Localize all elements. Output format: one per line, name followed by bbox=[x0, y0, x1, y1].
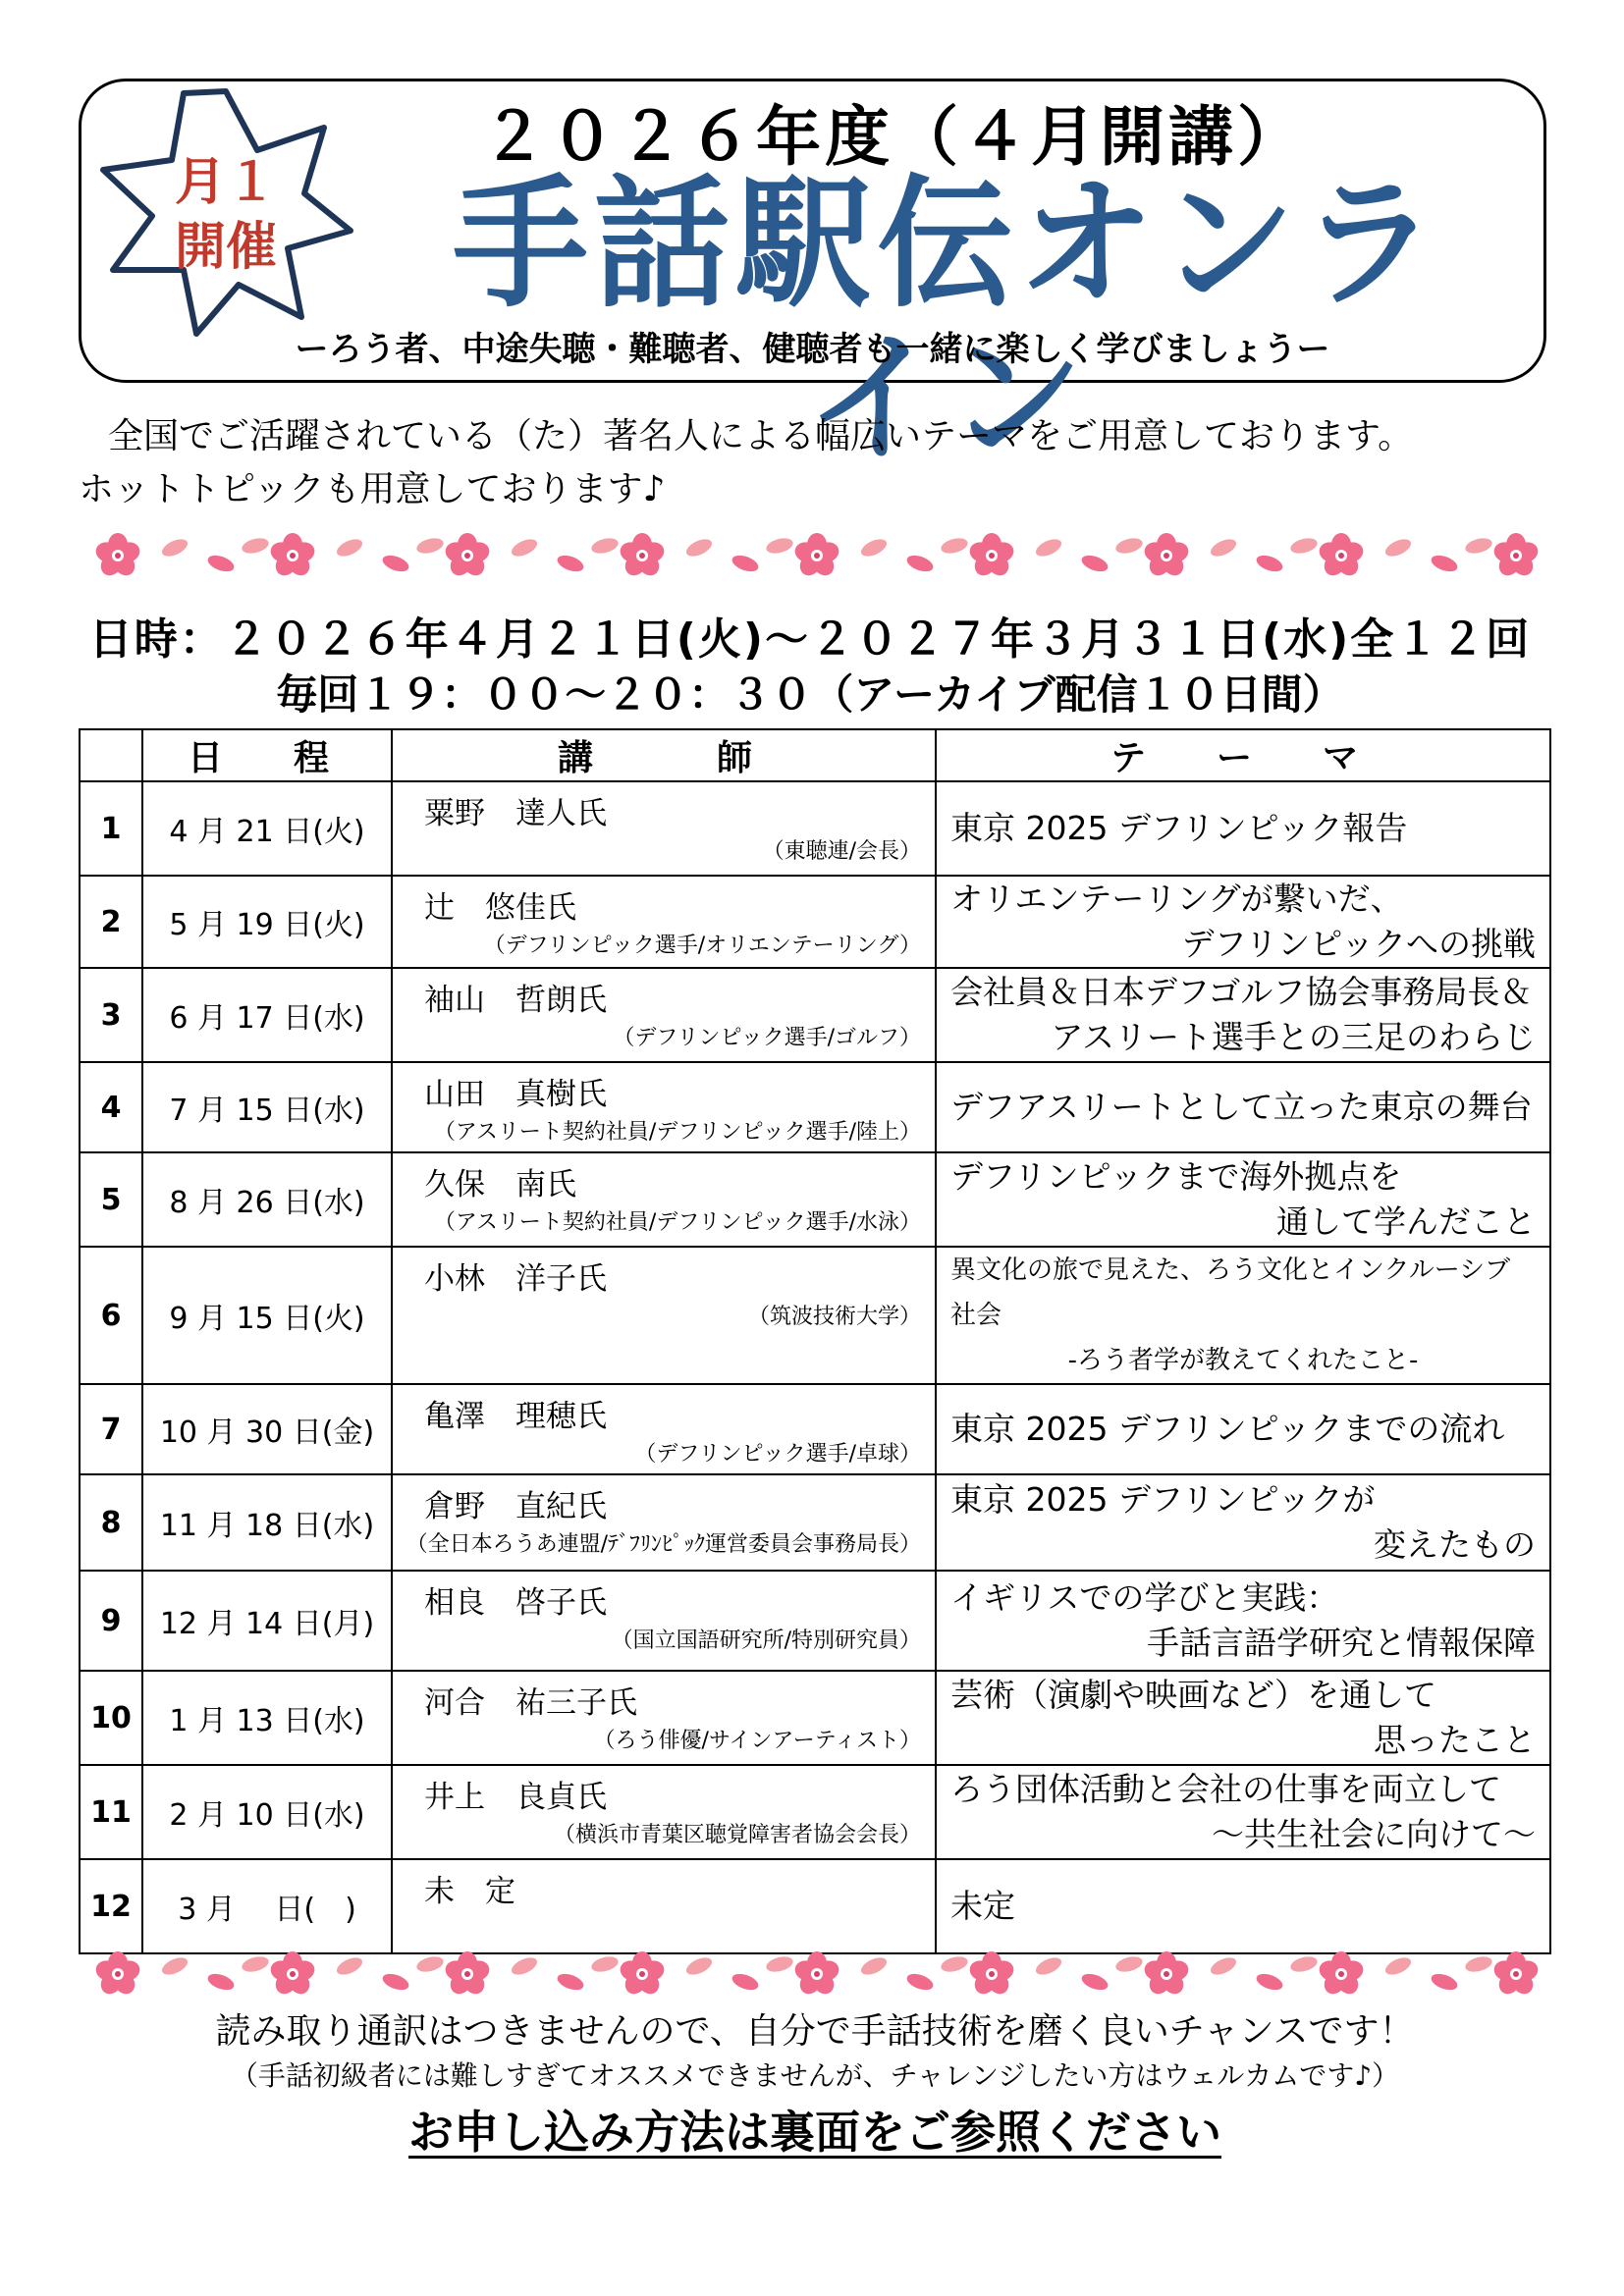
outro-subnote: （手話初級者には難しすぎてオススメできませんが、チャレンジしたい方はウェルカムです♪） bbox=[230, 2059, 1400, 2092]
row-theme bbox=[936, 1474, 1550, 1571]
lecturer-name: 未 定 bbox=[424, 1874, 515, 1909]
header-date: 日 程 bbox=[142, 729, 392, 781]
row-number: 10 bbox=[80, 1671, 142, 1765]
lecturer-name: 井上 良貞氏 bbox=[424, 1780, 607, 1815]
intro-text bbox=[79, 410, 1551, 516]
badge-text bbox=[93, 150, 358, 280]
theme-line2: -ろう者学が教えてくれたこと- bbox=[1067, 1346, 1419, 1375]
row-lecturer bbox=[392, 1474, 936, 1571]
lecturer-affiliation: （横浜市青葉区聴覚障害者協会会長） bbox=[553, 1823, 921, 1847]
row-theme bbox=[936, 1152, 1550, 1247]
sakura-flower-icon bbox=[79, 1939, 1551, 2007]
monthly-badge bbox=[93, 83, 358, 339]
row-number: 8 bbox=[80, 1474, 142, 1571]
theme-line2: 手話言語学研究と情報保障 bbox=[1147, 1624, 1536, 1662]
theme-line1: デフリンピックまで海外拠点を bbox=[950, 1157, 1402, 1196]
row-date: 3 月 日( ) bbox=[142, 1859, 392, 1953]
theme-line1: ろう団体活動と会社の仕事を両立して bbox=[950, 1770, 1501, 1808]
theme-line1: 東京 2025 デフリンピックが bbox=[950, 1480, 1376, 1519]
badge-line2: 開催 bbox=[174, 218, 277, 277]
theme-line1: オリエンテーリングが繋いだ、 bbox=[950, 880, 1403, 918]
row-theme bbox=[936, 1062, 1550, 1152]
row-date: 12 月 14 日(月) bbox=[142, 1571, 392, 1671]
row-number: 6 bbox=[80, 1247, 142, 1384]
table-row bbox=[80, 1671, 1550, 1765]
table-row bbox=[80, 1384, 1550, 1474]
main-title: 手話駅伝オンライン bbox=[452, 161, 1442, 482]
row-lecturer bbox=[392, 781, 936, 876]
row-number: 3 bbox=[80, 968, 142, 1062]
theme-line2: アスリート選手との三足のわらじ bbox=[1051, 1018, 1536, 1056]
table-row bbox=[80, 968, 1550, 1062]
application-note-text: お申し込み方法は裏面をご参照ください bbox=[408, 2106, 1221, 2159]
row-theme bbox=[936, 876, 1550, 968]
lecturer-affiliation: （全日本ろうあ連盟/ﾃﾞﾌﾘﾝﾋﾟｯｸ運営委員会事務局長） bbox=[406, 1532, 921, 1557]
row-date: 9 月 15 日(火) bbox=[142, 1247, 392, 1384]
table-row bbox=[80, 1474, 1550, 1571]
row-date: 11 月 18 日(水) bbox=[142, 1474, 392, 1571]
application-note bbox=[79, 2101, 1551, 2163]
lecturer-affiliation: （アスリート契約社員/デフリンピック選手/陸上） bbox=[433, 1120, 921, 1145]
row-date: 6 月 17 日(水) bbox=[142, 968, 392, 1062]
sakura-decoration-top bbox=[79, 520, 1551, 589]
row-date: 8 月 26 日(水) bbox=[142, 1152, 392, 1247]
lecturer-name: 小林 洋子氏 bbox=[424, 1261, 607, 1297]
table-row bbox=[80, 1247, 1550, 1384]
table-row bbox=[80, 781, 1550, 876]
row-date: 7 月 15 日(水) bbox=[142, 1062, 392, 1152]
theme-line1: 東京 2025 デフリンピック報告 bbox=[950, 809, 1408, 847]
schedule-dates: 日時：２０２６年４月２１日(火)～２０２７年３月３１日(水)全１２回 bbox=[88, 614, 1532, 665]
header-no bbox=[80, 729, 142, 781]
lecturer-affiliation: （デフリンピック選手/卓球） bbox=[634, 1442, 921, 1467]
theme-line1: 東京 2025 デフリンピックまでの流れ bbox=[950, 1410, 1505, 1448]
row-theme bbox=[936, 1571, 1550, 1671]
lecturer-name: 久保 南氏 bbox=[424, 1167, 576, 1202]
row-date: 5 月 19 日(火) bbox=[142, 876, 392, 968]
row-theme bbox=[936, 1384, 1550, 1474]
lecturer-affiliation: （東聴連/会長） bbox=[762, 839, 921, 864]
theme-line1: 芸術（演劇や映画など）を通して bbox=[950, 1676, 1436, 1714]
row-number: 2 bbox=[80, 876, 142, 968]
theme-line2: ～共生社会に向けて～ bbox=[1212, 1815, 1536, 1853]
row-lecturer bbox=[392, 1384, 936, 1474]
lecturer-affiliation: （アスリート契約社員/デフリンピック選手/水泳） bbox=[433, 1210, 921, 1235]
row-theme bbox=[936, 1765, 1550, 1859]
row-lecturer bbox=[392, 968, 936, 1062]
row-lecturer bbox=[392, 1671, 936, 1765]
row-theme bbox=[936, 968, 1550, 1062]
lecturer-name: 倉野 直紀氏 bbox=[424, 1489, 607, 1524]
row-number: 11 bbox=[80, 1765, 142, 1859]
sakura-decoration-bottom bbox=[79, 1939, 1551, 2007]
sakura-flower-icon bbox=[79, 520, 1551, 589]
lecturer-name: 辻 悠佳氏 bbox=[424, 890, 576, 926]
intro-line1: 全国でご活躍されている（た）著名人による幅広いテーマをご用意しております。 bbox=[108, 416, 1414, 456]
intro-line2: ホットトピックも用意しております♪ bbox=[79, 469, 666, 509]
schedule-time: 毎回１９：００～２０：３０（アーカイブ配信１０日間） bbox=[276, 670, 1344, 719]
outro-note: 読み取り通訳はつきませんので、自分で手話技術を磨く良いチャンスです！ bbox=[215, 2011, 1415, 2052]
subtitle: ーろう者、中途失聴・難聴者、健聴者も一緒に楽しく学びましょうー bbox=[295, 330, 1330, 369]
theme-line1: 異文化の旅で見えた、ろう文化とインクルーシブ社会 bbox=[950, 1255, 1511, 1330]
theme-line2: 思ったこと bbox=[1374, 1721, 1536, 1759]
row-date: 1 月 13 日(水) bbox=[142, 1671, 392, 1765]
table-row bbox=[80, 1062, 1550, 1152]
table-header-row bbox=[80, 729, 1550, 781]
header-lecturer: 講 師 bbox=[392, 729, 936, 781]
lecturer-name: 粟野 達人氏 bbox=[424, 796, 607, 831]
row-number: 9 bbox=[80, 1571, 142, 1671]
row-date: 2 月 10 日(水) bbox=[142, 1765, 392, 1859]
schedule-table bbox=[79, 728, 1551, 1954]
theme-line2: 変えたもの bbox=[1374, 1525, 1536, 1564]
lecturer-name: 相良 啓子氏 bbox=[424, 1585, 607, 1621]
lecturer-affiliation: （デフリンピック選手/ゴルフ） bbox=[613, 1026, 921, 1050]
row-number: 1 bbox=[80, 781, 142, 876]
lecturer-name: 亀澤 理穂氏 bbox=[424, 1399, 607, 1434]
row-number: 12 bbox=[80, 1859, 142, 1953]
lecturer-affiliation: （筑波技術大学） bbox=[747, 1305, 921, 1329]
row-number: 7 bbox=[80, 1384, 142, 1474]
theme-line2: 通して学んだこと bbox=[1276, 1202, 1536, 1241]
row-lecturer bbox=[392, 1571, 936, 1671]
row-lecturer bbox=[392, 876, 936, 968]
row-date: 10 月 30 日(金) bbox=[142, 1384, 392, 1474]
badge-line1: 月１ bbox=[174, 153, 277, 212]
row-lecturer bbox=[392, 1247, 936, 1384]
row-date: 4 月 21 日(火) bbox=[142, 781, 392, 876]
row-number: 4 bbox=[80, 1062, 142, 1152]
lecturer-affiliation: （ろう俳優/サインアーティスト） bbox=[593, 1729, 921, 1753]
row-theme bbox=[936, 781, 1550, 876]
theme-line2: デフリンピックへの挑戦 bbox=[1181, 925, 1536, 963]
table-row bbox=[80, 1152, 1550, 1247]
lecturer-name: 袖山 哲朗氏 bbox=[424, 983, 607, 1018]
year-title: ２０２６年度（４月開講） bbox=[481, 99, 1306, 175]
row-number: 5 bbox=[80, 1152, 142, 1247]
row-lecturer bbox=[392, 1765, 936, 1859]
lecturer-affiliation: （国立国語研究所/特別研究員） bbox=[611, 1629, 921, 1653]
theme-line1: 会社員＆日本デフゴルフ協会事務局長＆ bbox=[950, 973, 1533, 1011]
lecturer-affiliation bbox=[393, 1911, 935, 1915]
theme-line1: デフアスリートとして立った東京の舞台 bbox=[950, 1088, 1533, 1126]
theme-line1: 未定 bbox=[950, 1887, 1015, 1925]
lecturer-affiliation: （デフリンピック選手/オリエンテーリング） bbox=[483, 934, 921, 958]
table-row bbox=[80, 1571, 1550, 1671]
lecturer-name: 山田 真樹氏 bbox=[424, 1077, 607, 1112]
header-theme: テ ー マ bbox=[936, 729, 1550, 781]
row-lecturer bbox=[392, 1152, 936, 1247]
table-row bbox=[80, 1765, 1550, 1859]
lecturer-name: 河合 祐三子氏 bbox=[424, 1685, 637, 1721]
row-theme bbox=[936, 1247, 1550, 1384]
theme-line1: イギリスでの学びと実践： bbox=[950, 1578, 1339, 1617]
table-row bbox=[80, 876, 1550, 968]
row-theme bbox=[936, 1671, 1550, 1765]
row-lecturer bbox=[392, 1062, 936, 1152]
